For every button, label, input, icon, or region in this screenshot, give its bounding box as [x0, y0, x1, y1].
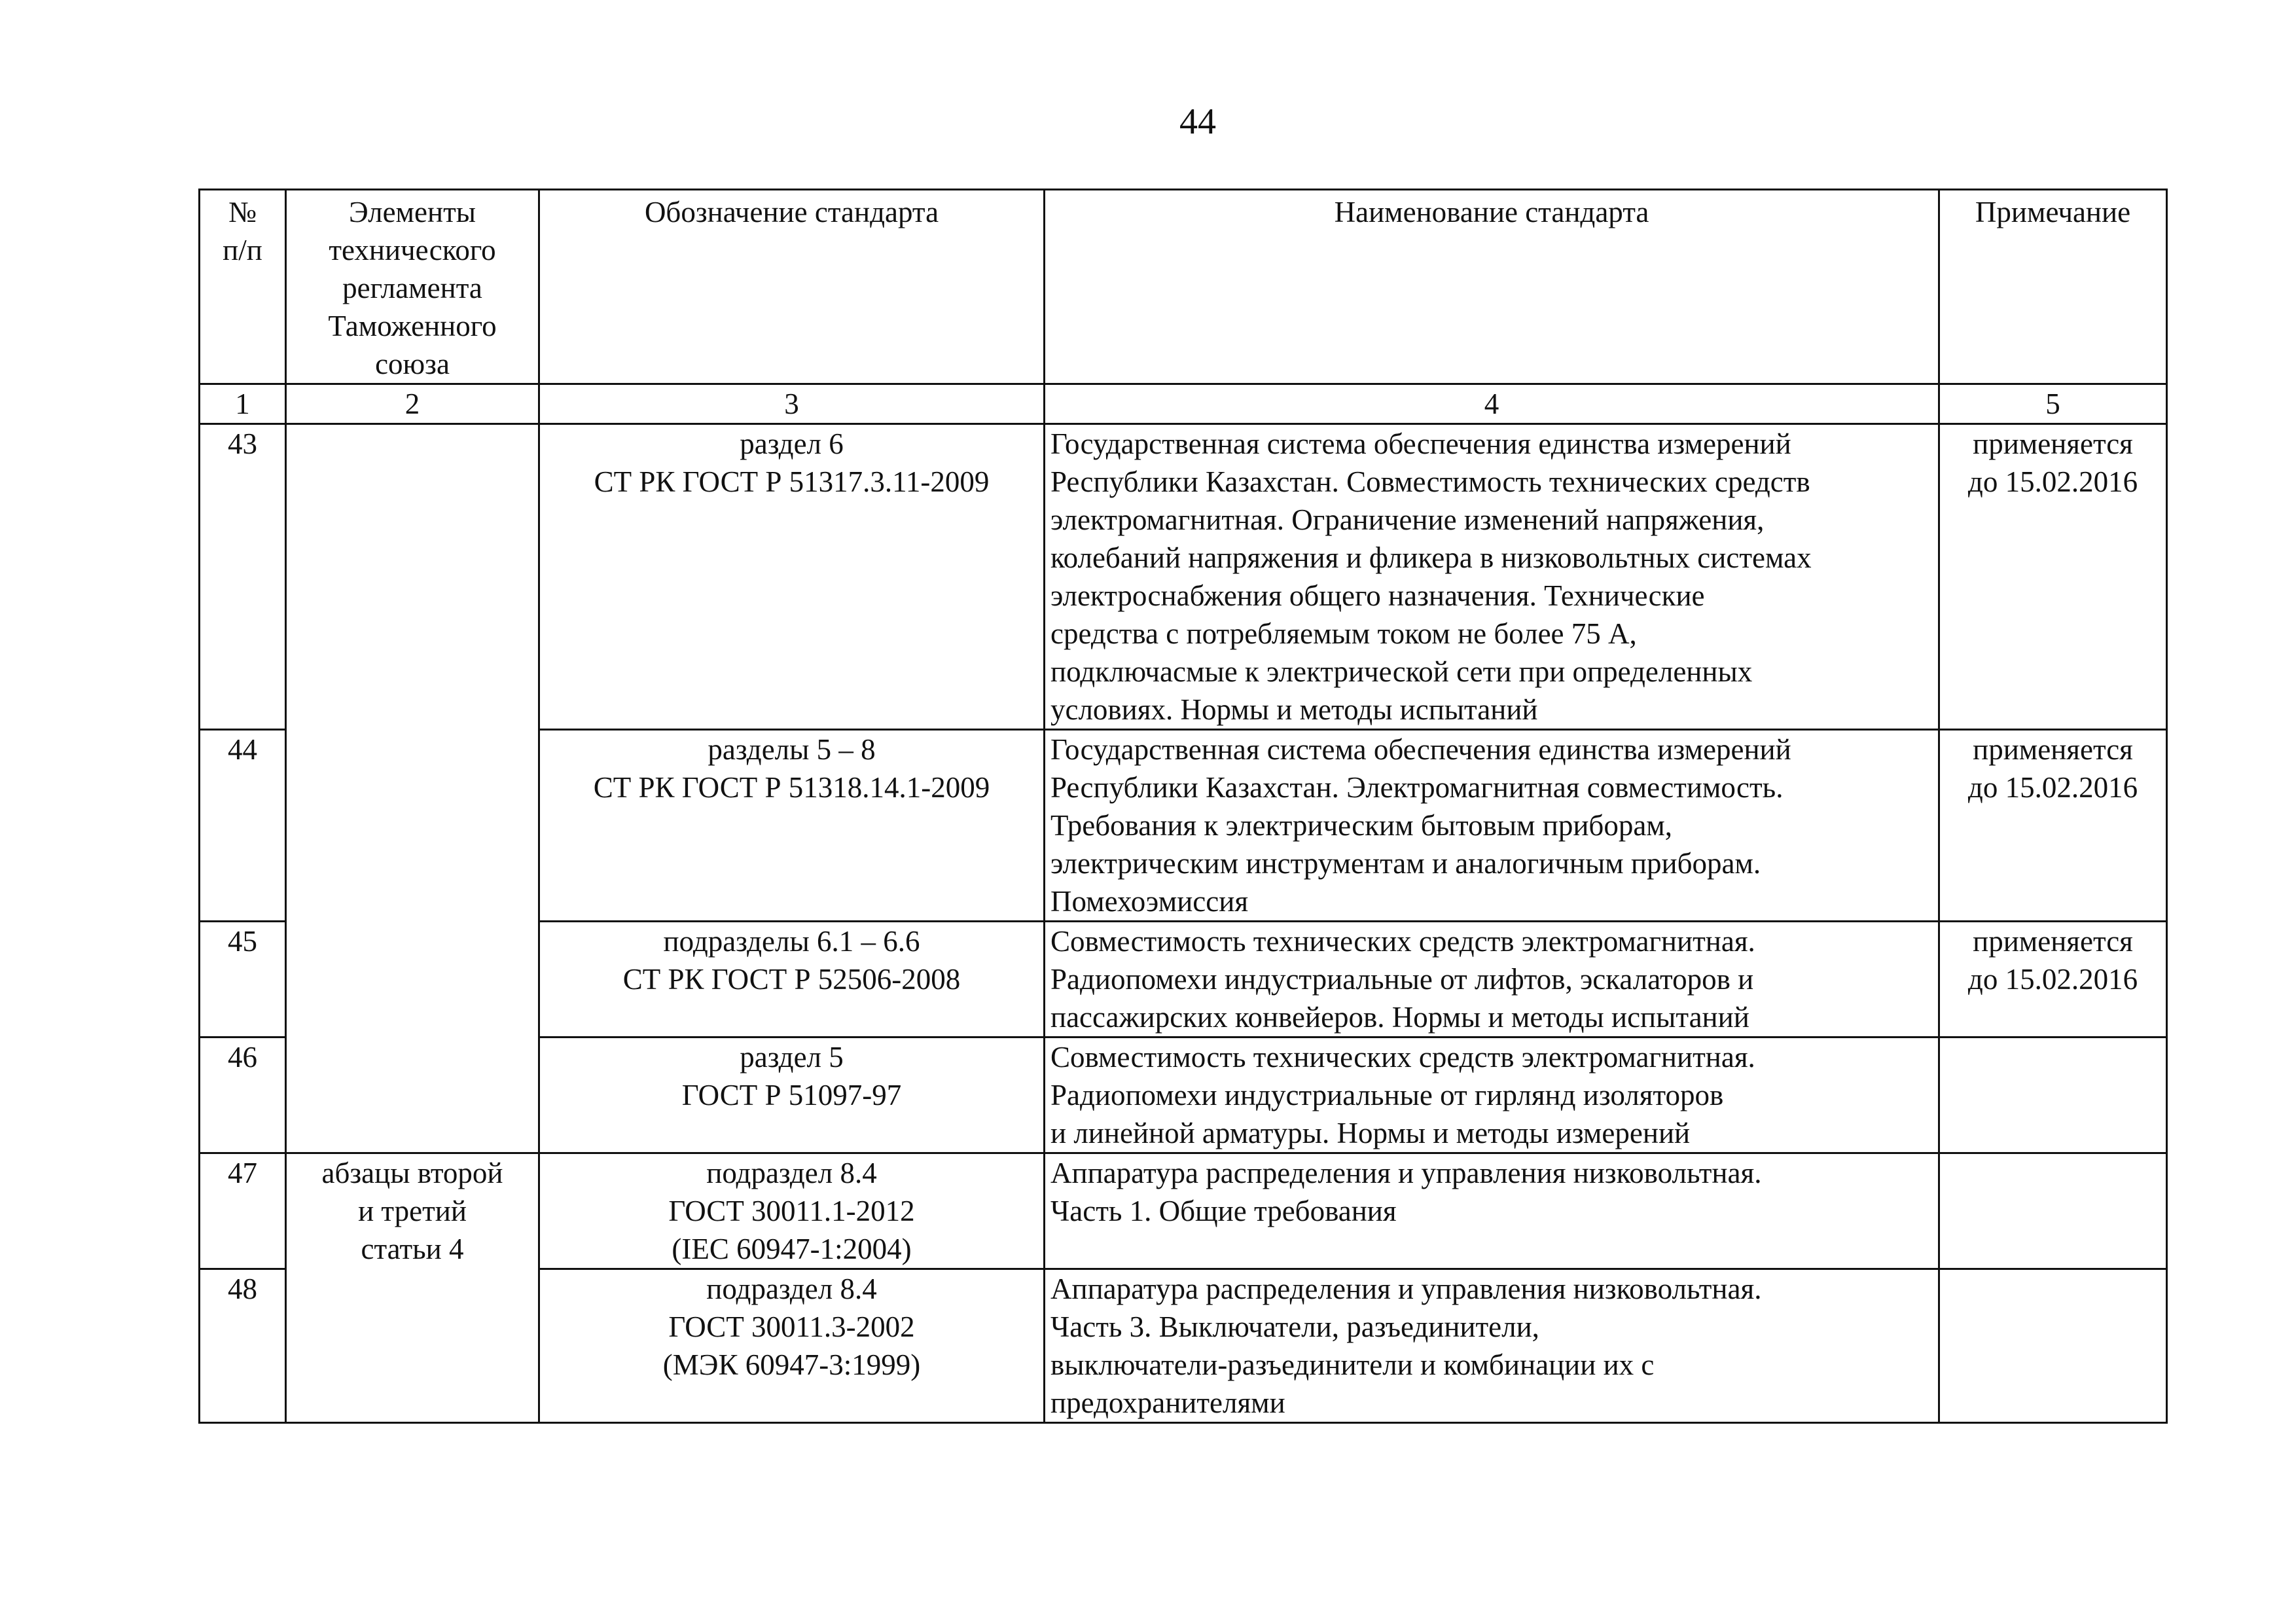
page-number: 44: [1179, 101, 1216, 142]
designation-cell: раздел 5 ГОСТ Р 51097-97: [539, 1038, 1045, 1153]
name-cell: Аппаратура распределения и управления низковольтная. Часть 3. Выключатели, разъединители, выключатели-разъединители и комбинации их с предохранителями: [1045, 1269, 1939, 1423]
designation-cell: разделы 5 – 8 СТ РК ГОСТ Р 51318.14.1-2009: [539, 730, 1045, 922]
element-cell-empty: [286, 424, 539, 1153]
column-number: 1: [200, 384, 286, 424]
designation-cell: раздел 6 СТ РК ГОСТ Р 51317.3.11-2009: [539, 424, 1045, 730]
header-elements: Элементы технического регламента Таможенного союза: [286, 190, 539, 384]
row-number: 43: [200, 424, 286, 730]
header-number: № п/п: [200, 190, 286, 384]
note-cell: применяется до 15.02.2016: [1939, 730, 2167, 922]
row-number: 47: [200, 1153, 286, 1269]
column-number: 3: [539, 384, 1045, 424]
header-note: Примечание: [1939, 190, 2167, 384]
element-cell: абзацы второй и третий статьи 4: [286, 1153, 539, 1423]
column-number: 5: [1939, 384, 2167, 424]
row-number: 44: [200, 730, 286, 922]
table-row: [200, 1153, 2167, 1269]
table-row: [200, 424, 2167, 730]
row-number: 45: [200, 922, 286, 1038]
name-cell: Совместимость технических средств электромагнитная. Радиопомехи индустриальные от гирлянд изоляторов и линейной арматуры. Нормы и методы измерений: [1045, 1038, 1939, 1153]
designation-cell: подраздел 8.4 ГОСТ 30011.1-2012 (IEC 60947-1:2004): [539, 1153, 1045, 1269]
designation-cell: подраздел 8.4 ГОСТ 30011.3-2002 (МЭК 60947-3:1999): [539, 1269, 1045, 1423]
column-number: 4: [1045, 384, 1939, 424]
table-header-row: [200, 190, 2167, 384]
row-number: 48: [200, 1269, 286, 1423]
note-cell: применяется до 15.02.2016: [1939, 424, 2167, 730]
note-cell: применяется до 15.02.2016: [1939, 922, 2167, 1038]
name-cell: Государственная система обеспечения единства измерений Республики Казахстан. Электромагнитная совместимость. Требования к электрическим бытовым приборам, электрическим инструментам и аналогичным приборам. Помехоэмиссия: [1045, 730, 1939, 922]
standards-table: [198, 189, 2168, 1424]
name-cell: Государственная система обеспечения единства измерений Республики Казахстан. Совместимость технических средств электромагнитная. Ограничение изменений напряжения, колебаний напряжения и фликера в низковольтных системах электроснабжения общего назначения. Технические средства с потребляемым током не более 75 А, подключасмые к электрической сети при определенных условиях. Нормы и методы испытаний: [1045, 424, 1939, 730]
column-number: 2: [286, 384, 539, 424]
row-number: 46: [200, 1038, 286, 1153]
note-cell: [1939, 1153, 2167, 1269]
header-name: Наименование стандарта: [1045, 190, 1939, 384]
designation-cell: подразделы 6.1 – 6.6 СТ РК ГОСТ Р 52506-2008: [539, 922, 1045, 1038]
note-cell: [1939, 1269, 2167, 1423]
name-cell: Совместимость технических средств электромагнитная. Радиопомехи индустриальные от лифтов, эскалаторов и пассажирских конвейеров. Нормы и методы испытаний: [1045, 922, 1939, 1038]
note-cell: [1939, 1038, 2167, 1153]
name-cell: Аппаратура распределения и управления низковольтная. Часть 1. Общие требования: [1045, 1153, 1939, 1269]
header-designation: Обозначение стандарта: [539, 190, 1045, 384]
column-number-row: [200, 384, 2167, 424]
